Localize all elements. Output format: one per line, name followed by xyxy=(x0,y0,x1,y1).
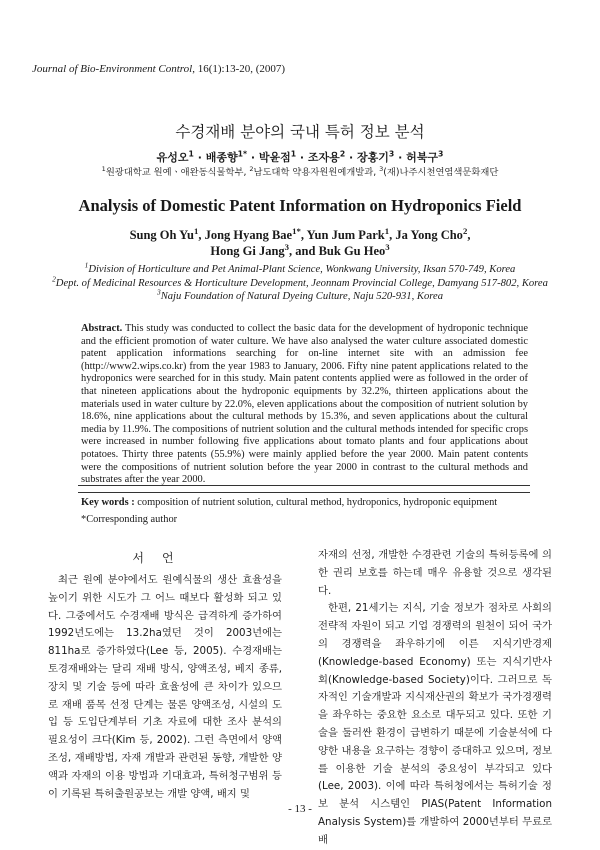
affiliation-en: $^1$Division of Horticulture and Pet Animal-Plant Science, Wonkwang University, Iksan 570-749, Korea xyxy=(84,260,516,275)
affiliation-ko: 원광대학교 원예ㆍ애완동식물학부, xyxy=(105,167,250,178)
keywords-text: composition of nutrient solution, cultural method, hydroponics, hydroponic equipment xyxy=(134,497,498,508)
author-ko: 조자용 xyxy=(307,151,340,164)
divider xyxy=(78,485,530,486)
abstract-text: This study was conducted to collect the basic data for the development of hydroponic technique and the efficient promotion of water culture. We have also analysed the water culture associated domestic patent application informations searching for on-line internet site with an admission fee (http://www2.wips.co.kr) from the year 1983 to January, 2006. Fifty nine patent applications related to the hydroponics were searched for in this study. Main patent contents applied were as followed in the order of that nineteen applications about the hydroponic equipments by 32.2%, thirteen applications about the materials used in water culture by 22.0%, eleven applications about the composition of nutrient solution by 18.6%, nine applications about the cultural methods by 15.3%, and seven applications about the cultural media by 11.9%. The compositions of nutrient solution and the cultural methods intended for specific crops were increased in number following five applications about tomato plants and four applications about potatoes. Thirty three patents (55.9%) were mainly applied before the year 2000. Main patent contents were the compositions of nutrient solution before the year 2000 in contrast to the cultural methods and substrates after the year 2000. xyxy=(81,323,528,486)
keywords xyxy=(81,497,528,508)
author-ko: 박윤점 xyxy=(258,151,291,164)
keywords-label: Key words : xyxy=(81,497,135,508)
affiliation-en: $^2$Dept. of Medicinal Resources & Horticulture Development, Jeonnam Provincial College, Damyang 517-802, Korea xyxy=(52,273,548,289)
corresponding-author-note: *Corresponding author xyxy=(81,514,178,525)
journal-name: Journal of Bio-Environment Control xyxy=(32,63,193,75)
author-ko: 배종향 xyxy=(205,151,238,164)
journal-issue: , 16(1):13-20, (2007) xyxy=(192,63,286,75)
authors-line-2: Hong Gi Jang$^3$, and Buk Gu Heo$^3$ xyxy=(210,241,390,258)
authors-english xyxy=(0,227,600,259)
page-number: - 13 - xyxy=(288,803,312,815)
affiliations-english xyxy=(0,260,600,304)
authors-korean: 유성오$^1$ · 배종향$^{1*}$ · 박윤점$^1$ · 조자용$^2$ · 장홍기$^3$ · 허북구$^3$ xyxy=(156,149,444,164)
author-ko: 장홍기 xyxy=(357,151,389,164)
body-column-left xyxy=(48,572,282,803)
divider xyxy=(78,492,530,493)
title-korean: 수경재배 분야의 국내 특허 정보 분석 xyxy=(175,123,425,141)
affiliation-en: $^3$Naju Foundation of Natural Dyeing Culture, Naju 520-931, Korea xyxy=(156,287,443,302)
affiliation-ko: 남도대학 약용자원원예개발과, xyxy=(253,167,380,178)
journal-header xyxy=(32,63,285,75)
abstract-label: Abstract. xyxy=(81,323,123,334)
authors-line-1: Sung Oh Yu$^1$, Jong Hyang Bae$^{1*}$, Yun Jum Park$^1$, Ja Yong Cho$^2$, xyxy=(129,225,471,242)
title-english: Analysis of Domestic Patent Information on Hydroponics Field xyxy=(78,196,522,215)
author-ko: 허북구 xyxy=(406,151,438,164)
affiliations-korean: $^1$원광대학교 원예ㆍ애완동식물학부, $^2$남도대학 약용자원원예개발과, $^3$(재)나주시천연염색문화재단 xyxy=(101,164,499,178)
author-ko: 유성오 xyxy=(156,151,189,164)
affiliation-ko: (재)나주시천연염색문화재단 xyxy=(383,167,499,178)
body-paragraph: 자재의 선정, 개발한 수경관련 기술의 특허등록에 의한 권리 보호를 하는데 매우 유용할 것으로 생각된다. xyxy=(318,549,552,597)
abstract xyxy=(81,323,528,487)
body-paragraph: 최근 원예 분야에서도 원예식물의 생산 효율성을 높이기 위한 시도가 그 어느 때보다 활성화 되고 있다. 그중에서도 수경재배 방식은 급격하게 증가하여 1992년도에는 13.2ha였던 것이 2003년에는 811ha로 증가하였다(Lee 등, 2005). 수경재배는 토경재배와는 달리 재배 방식, 양액조성, 베지 종류, 장치 및 기술 등에 따라 효율성에 큰 차이가 있으므로 재배 품목 선정 단계는 물론 양액조성, 시설의 도입 등 도입단계부터 기초 자료에 대한 조사 분석의 필요성이 크다(Kim 등, 2002). 그런 측면에서 양액조성, 재배방법, 자재 개발과 관련된 동향, 개발한 양액과 자재의 이용 방법과 기대효과, 특허청구범위 등이 기록된 특허출원공보는 개발 양액, 배지 및 xyxy=(48,574,282,800)
body-paragraph: 한편, 21세기는 지식, 기술 정보가 점차로 사회의 전략적 자원이 되고 기업 경쟁력의 원천이 되어 국가의 경쟁력을 좌우하기에 이른 지식기반경제(Knowledge-based Economy) 또는 지식기반사회(Knowledge-based Society)이다. 그러므로 독자적인 기술개발과 지식재산권의 확보가 국가경쟁력을 좌우하는 중요한 요소로 대두되고 있다. 또한 기술을 둘러싼 환경이 급변하기 때문에 기술분석에 다양한 내용을 요구하는 경향이 증대하고 있으며, 정보를 이용한 기술 분석의 중요성이 부각되고 있다(Lee, 2003). 이에 따라 특허청에서는 특허기술 정보 분석 시스템인 PIAS(Patent Information Analysis System)를 개발하여 2000년부터 무료로 배 xyxy=(318,602,552,846)
section-title-introduction: 서언 xyxy=(132,551,192,565)
